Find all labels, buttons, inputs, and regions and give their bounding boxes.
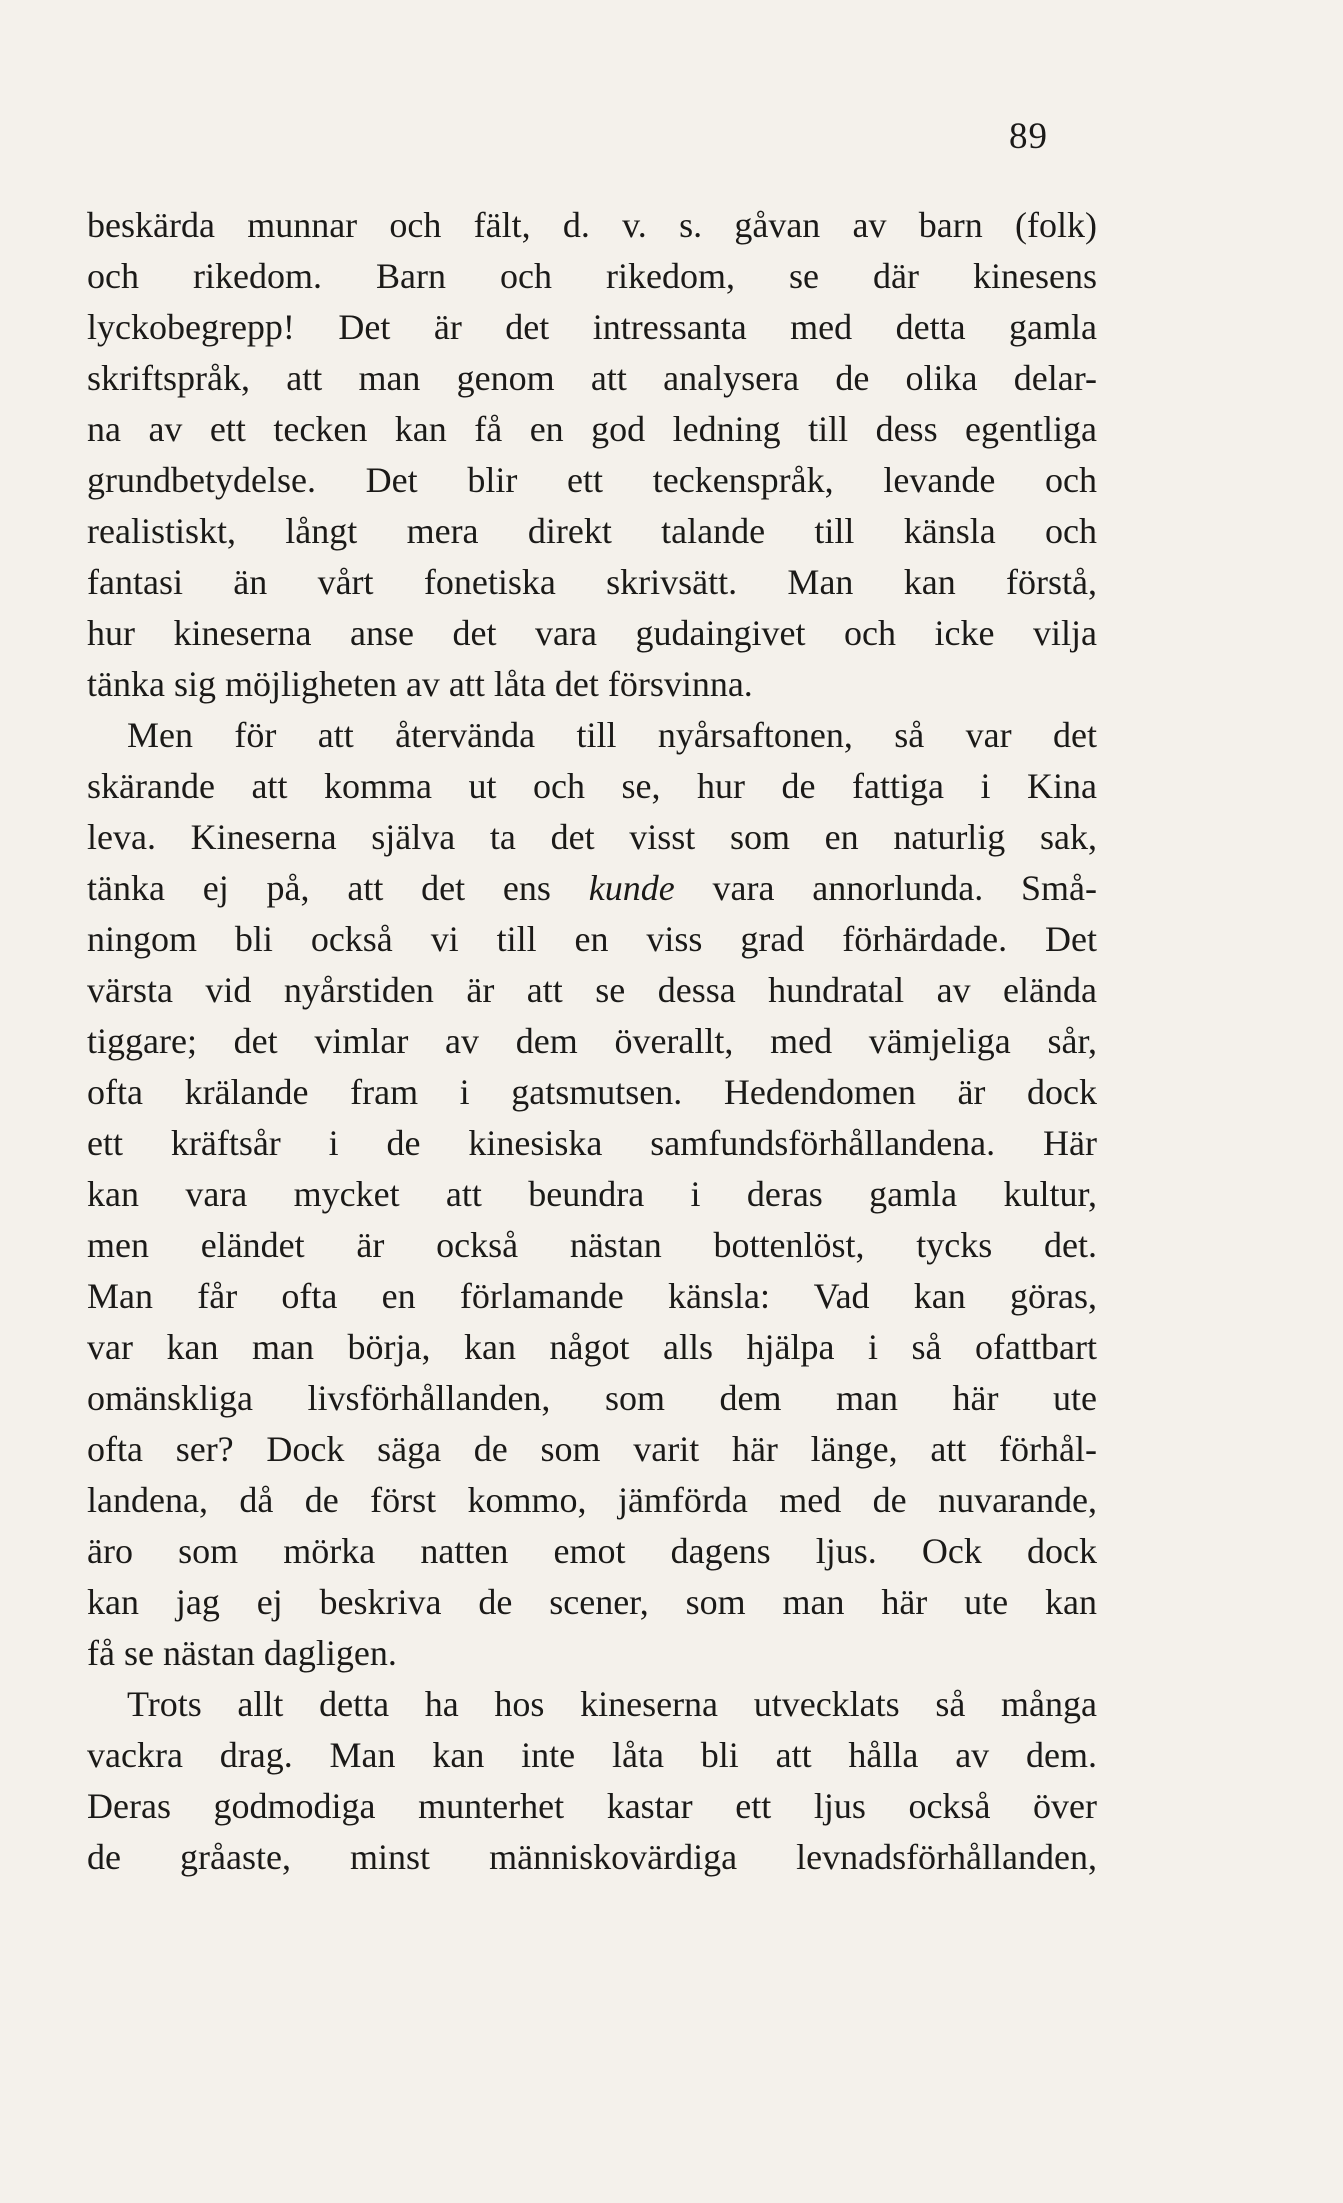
text-line: lyckobegrepp! Det är det intressanta med detta gamla xyxy=(87,307,1097,347)
text-line: fantasi än vårt fonetiska skrivsätt. Man kan förstå, xyxy=(87,562,1097,602)
text-line: men eländet är också nästan bottenlöst, tycks det. xyxy=(87,1225,1097,1265)
text-line: ningom bli också vi till en viss grad förhärdade. Det xyxy=(87,919,1097,959)
text-line: och rikedom. Barn och rikedom, se där kinesens xyxy=(87,256,1097,296)
text-line: Man får ofta en förlamande känsla: Vad kan göras, xyxy=(87,1276,1097,1316)
text-line: ofta ser? Dock säga de som varit här länge, att förhål- xyxy=(87,1429,1097,1469)
italic-word: kunde xyxy=(588,868,675,908)
text-line: ett kräftsår i de kinesiska samfundsförhållandena. Här xyxy=(87,1123,1097,1163)
text-line: na av ett tecken kan få en god ledning till dess egentliga xyxy=(87,409,1097,449)
text-line: omänskliga livsförhållanden, som dem man här ute xyxy=(87,1378,1097,1418)
body-text xyxy=(87,200,1097,1883)
text-line: värsta vid nyårstiden är att se dessa hundratal av elända xyxy=(87,970,1097,1010)
text-line: kan vara mycket att beundra i deras gamla kultur, xyxy=(87,1174,1097,1214)
text-line-with-italic xyxy=(87,863,1097,914)
text-line: beskärda munnar och fält, d. v. s. gåvan av barn (folk) xyxy=(87,205,1097,245)
text-line-paragraph-start: Trots allt detta ha hos kineserna utvecklats så många xyxy=(127,1684,1097,1724)
text-line: leva. Kineserna själva ta det visst som en naturlig sak, xyxy=(87,817,1097,857)
text-line: grundbetydelse. Det blir ett teckenspråk, levande och xyxy=(87,460,1097,500)
text-line: skärande att komma ut och se, hur de fattiga i Kina xyxy=(87,766,1097,806)
text-line-paragraph-start: Men för att återvända till nyårsaftonen, så var det xyxy=(127,715,1097,755)
text-line-paragraph-end: få se nästan dagligen. xyxy=(87,1633,397,1673)
text-line: de gråaste, minst människovärdiga levnadsförhållanden, xyxy=(87,1837,1097,1877)
text-line: tiggare; det vimlar av dem överallt, med vämjeliga sår, xyxy=(87,1021,1097,1061)
text-line: äro som mörka natten emot dagens ljus. Ock dock xyxy=(87,1531,1097,1571)
text-segment: vara annorlunda. Små- xyxy=(674,868,1097,908)
text-line: var kan man börja, kan något alls hjälpa i så ofattbart xyxy=(87,1327,1097,1367)
text-line: skriftspråk, att man genom att analysera de olika delar- xyxy=(87,358,1097,398)
text-line: kan jag ej beskriva de scener, som man här ute kan xyxy=(87,1582,1097,1622)
text-line: ofta krälande fram i gatsmutsen. Hedendomen är dock xyxy=(87,1072,1097,1112)
text-line: realistiskt, långt mera direkt talande till känsla och xyxy=(87,511,1097,551)
text-line-paragraph-end: tänka sig möjligheten av att låta det försvinna. xyxy=(87,664,753,704)
text-line: landena, då de först kommo, jämförda med de nuvarande, xyxy=(87,1480,1097,1520)
text-line: Deras godmodiga munterhet kastar ett ljus också över xyxy=(87,1786,1097,1826)
text-segment: tänka ej på, att det ens xyxy=(87,868,589,908)
page-number: 89 xyxy=(1009,116,1048,157)
text-line: vackra drag. Man kan inte låta bli att hålla av dem. xyxy=(87,1735,1097,1775)
text-line: hur kineserna anse det vara gudaingivet och icke vilja xyxy=(87,613,1097,653)
